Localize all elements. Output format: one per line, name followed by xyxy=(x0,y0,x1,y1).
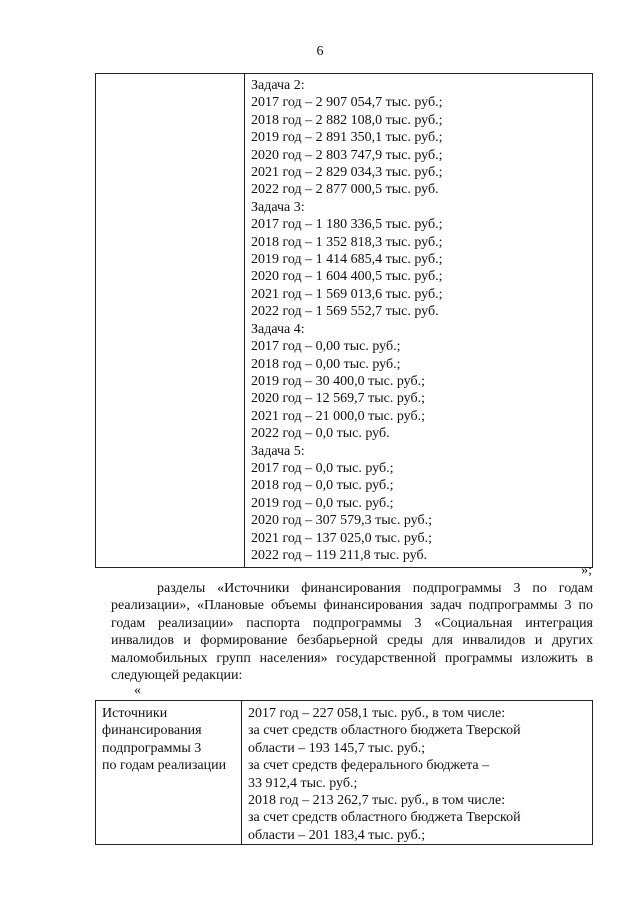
table-left-cell xyxy=(96,74,245,568)
value-line: области – 193 145,7 тыс. руб.; xyxy=(248,740,426,756)
task-funding-line: Задача 5: xyxy=(251,443,305,459)
task-funding-line: 2019 год – 30 400,0 тыс. руб.; xyxy=(251,373,425,389)
task-funding-line: 2017 год – 0,00 тыс. руб.; xyxy=(251,339,401,355)
task-funding-line: Задача 3: xyxy=(251,199,305,215)
value-line: 33 912,4 тыс. руб.; xyxy=(248,775,358,791)
task-funding-line: Задача 4: xyxy=(251,321,305,337)
task-funding-line: 2020 год – 2 803 747,9 тыс. руб.; xyxy=(251,147,443,163)
value-line: 2017 год – 227 058,1 тыс. руб., в том числе: xyxy=(248,706,506,721)
task-funding-line: 2020 год – 1 604 400,5 тыс. руб.; xyxy=(251,269,443,285)
task-funding-line: 2020 год – 307 579,3 тыс. руб.; xyxy=(251,513,432,529)
task-funding-line: 2017 год – 2 907 054,7 тыс. руб.; xyxy=(251,95,443,111)
task-funding-line: 2017 год – 0,0 тыс. руб.; xyxy=(251,460,394,476)
task-funding-line: 2021 год – 21 000,0 тыс. руб.; xyxy=(251,408,425,424)
task-funding-line: 2022 год – 2 877 000,5 тыс. руб. xyxy=(251,182,439,198)
value-line: области – 201 183,4 тыс. руб.; xyxy=(248,827,426,843)
closing-quote-mark: »; xyxy=(581,563,592,578)
task-funding-line: 2017 год – 1 180 336,5 тыс. руб.; xyxy=(251,217,443,233)
task-funding-line: 2019 год – 2 891 350,1 тыс. руб.; xyxy=(251,130,443,146)
amendment-paragraph xyxy=(111,580,593,684)
funding-tasks-table xyxy=(95,73,593,568)
task-funding-line: 2019 год – 1 414 685,4 тыс. руб.; xyxy=(251,252,443,268)
task-funding-line: 2021 год – 137 025,0 тыс. руб.; xyxy=(251,530,432,546)
task-funding-line: 2020 год – 12 569,7 тыс. руб.; xyxy=(251,391,425,407)
label-line: финансирования xyxy=(102,723,202,739)
task-funding-line: 2018 год – 2 882 108,0 тыс. руб.; xyxy=(251,112,443,128)
table-row xyxy=(96,74,593,568)
value-line: за счет средств областного бюджета Тверской xyxy=(248,810,521,826)
task-funding-line: 2021 год – 2 829 034,3 тыс. руб.; xyxy=(251,165,443,181)
opening-quote-mark: « xyxy=(134,683,141,698)
funding-sources-table xyxy=(95,700,593,845)
task-funding-line: 2021 год – 1 569 013,6 тыс. руб.; xyxy=(251,286,443,302)
value-line: за счет средств областного бюджета Тверской xyxy=(248,723,521,739)
value-line: 2018 год – 213 262,7 тыс. руб., в том числе: xyxy=(248,793,506,809)
task-funding-cell xyxy=(245,74,593,568)
label-line: Источники xyxy=(102,706,168,721)
value-line: за счет средств федерального бюджета – xyxy=(248,758,490,774)
label-line: подпрограммы 3 xyxy=(102,740,202,756)
task-funding-line: 2022 год – 0,0 тыс. руб. xyxy=(251,426,390,442)
funding-sources-label-cell xyxy=(96,701,242,845)
task-funding-line: 2018 год – 0,00 тыс. руб.; xyxy=(251,356,401,372)
task-funding-line: 2022 год – 1 569 552,7 тыс. руб. xyxy=(251,304,439,320)
label-line: по годам реализации xyxy=(102,758,227,774)
amendment-text: разделы «Источники финансирования подпрограммы 3 по годам реализации», «Плановые объемы финансирования задач подпрограммы 3 по годам реализации» паспорта подпрограммы 3 «Социальная интеграция инвалидов и формирование безбарьерной среды для инвалидов и других маломобильных групп населения» государственной программы изложить в следующей редакции: xyxy=(111,581,593,684)
funding-sources-value-cell xyxy=(242,701,593,845)
task-funding-line: Задача 2: xyxy=(251,78,305,93)
task-funding-line: 2019 год – 0,0 тыс. руб.; xyxy=(251,495,394,511)
table-row xyxy=(96,701,593,845)
task-funding-line: 2022 год – 119 211,8 тыс. руб. xyxy=(251,547,428,563)
task-funding-line: 2018 год – 1 352 818,3 тыс. руб.; xyxy=(251,234,443,250)
page-number: 6 xyxy=(316,44,324,59)
task-funding-line: 2018 год – 0,0 тыс. руб.; xyxy=(251,478,394,494)
